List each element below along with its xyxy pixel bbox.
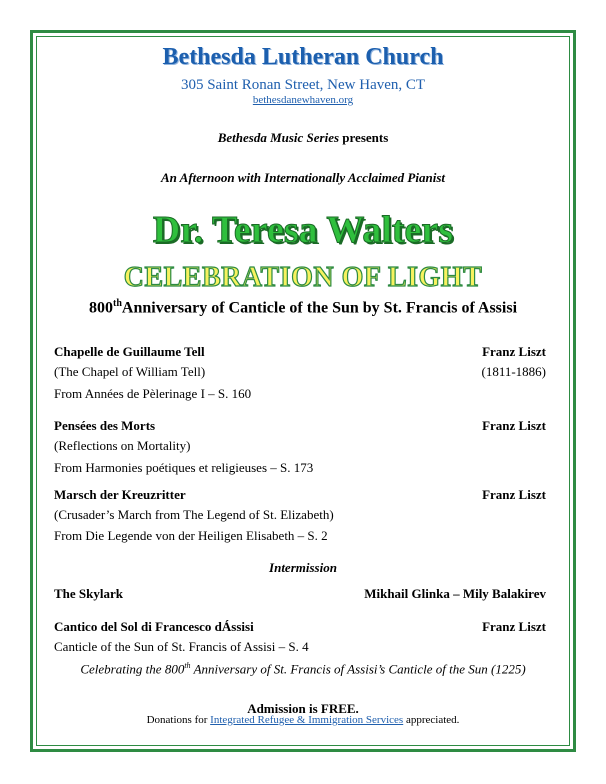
program-row — [54, 436, 546, 456]
tribute-pre: Celebrating the 800 — [80, 661, 185, 677]
series-name: Bethesda Music Series — [217, 130, 340, 145]
program-row — [54, 584, 546, 604]
anniversary-number: 800 — [88, 299, 113, 317]
anniversary-sup: th — [112, 298, 122, 309]
piece-title: Pensées des Morts — [54, 418, 156, 433]
piece-composer: Franz Liszt — [482, 418, 546, 433]
admission-text: Admission is FREE. — [247, 701, 359, 716]
program-row — [54, 458, 546, 478]
concert-title: CELEBRATION OF LIGHT — [123, 262, 483, 293]
donations-pre: Donations for — [146, 714, 211, 726]
piece-composer: Franz Liszt — [482, 487, 546, 502]
piece-source: From Années de Pèlerinage I – S. 160 — [54, 386, 252, 401]
piece-translation: (Reflections on Mortality) — [54, 438, 191, 453]
iris-link[interactable]: Integrated Refugee & Immigration Services — [210, 714, 404, 726]
piece-source: From Harmonies poétiques et religieuses – S. 173 — [54, 460, 314, 475]
intermission-label: Intermission — [269, 560, 337, 575]
piece-translation: (The Chapel of William Tell) — [54, 364, 206, 379]
tribute-line — [0, 661, 606, 677]
anniversary-text: Anniversary of Canticle of the Sun by St. Francis of Assisi — [121, 299, 518, 317]
program-row — [54, 617, 546, 637]
afternoon-heading: An Afternoon with Internationally Acclaimed Pianist — [160, 170, 445, 185]
piece-title: Marsch der Kreuzritter — [54, 487, 186, 502]
piece-translation: (Crusader’s March from The Legend of St. Elizabeth) — [54, 507, 334, 522]
program-row — [54, 416, 546, 436]
program-row — [54, 342, 546, 362]
program-row — [54, 637, 546, 657]
tribute-post: Anniversary of St. Francis of Assisi’s Canticle of the Sun (1225) — [190, 661, 526, 677]
program-row — [54, 362, 546, 382]
tribute-sup: th — [184, 661, 191, 670]
piece-subtitle: Canticle of the Sun of St. Francis of Assisi – S. 4 — [54, 639, 309, 654]
piece-source: From Die Legende von der Heiligen Elisabeth – S. 2 — [54, 528, 328, 543]
donations-line — [0, 714, 606, 726]
composer-dates: (1811-1886) — [481, 364, 546, 379]
church-name: Bethesda Lutheran Church — [162, 44, 444, 70]
piece-composer: Franz Liszt — [482, 619, 546, 634]
anniversary-line — [0, 298, 606, 317]
program-row — [54, 384, 546, 404]
program-row — [54, 526, 546, 546]
piece-title: Cantico del Sol di Francesco dÁssisi — [54, 619, 254, 634]
performer-name: Dr. Teresa Walters — [152, 209, 454, 251]
presents-text: presents — [339, 130, 389, 145]
piece-composer: Franz Liszt — [482, 344, 546, 359]
piece-composer: Mikhail Glinka – Mily Balakirev — [364, 586, 546, 601]
program-row — [54, 485, 546, 505]
donations-post: appreciated. — [403, 714, 460, 726]
program-row — [54, 505, 546, 525]
piece-title: Chapelle de Guillaume Tell — [54, 344, 205, 359]
series-presents — [0, 130, 606, 146]
church-website-link[interactable]: bethesdanewhaven.org — [252, 94, 354, 106]
church-address: 305 Saint Ronan Street, New Haven, CT — [180, 77, 426, 93]
piece-title: The Skylark — [54, 586, 123, 601]
